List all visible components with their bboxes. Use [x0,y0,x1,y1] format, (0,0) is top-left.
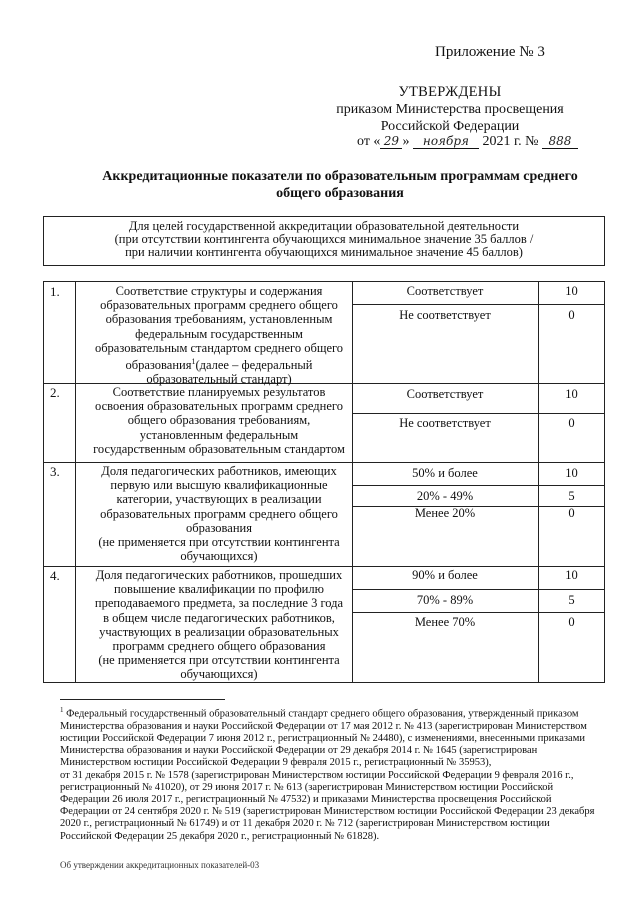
result-label: Соответствует [406,387,484,401]
row-number: 1. [50,284,60,299]
result-points: 10 [565,387,578,401]
approved-heading: УТВЕРЖДЕНЫ [398,84,502,100]
footnote-ref: 1 [191,357,196,367]
result-label: 20% - 49% [416,489,474,503]
result-label: Не соответствует [399,416,491,430]
result-label: Не соответствует [399,308,491,322]
row-description: Соответствие планируемых результатов освоения образовательных программ среднего общего образования требованиям, установленным федеральным государственным образовательным стандартом [93,385,345,456]
row-number: 2. [50,385,60,400]
appendix-label: Приложение № 3 [435,44,545,60]
row-number: 3. [50,464,60,479]
order-line-1: приказом Министерства просвещения [336,102,564,117]
result-label: 70% - 89% [416,593,474,607]
date-day: 29 [380,135,402,149]
order-line-2: Российской Федерации [380,119,520,134]
result-points: 5 [568,593,575,607]
footnote-mark: 1 [60,706,64,714]
result-points: 0 [568,308,575,322]
row-description: Соответствие структуры и содержания образовательных программ среднего общего образования требованиям, установленным федеральным государственным образовательным стандартом среднего общего образования$^1$(далее – федеральный образовательный стандарт) [94,284,344,387]
order-date-line: от « 29 » ноября 2021 г. № 888 [357,134,578,150]
result-points: 10 [565,466,578,480]
intro-box: Для целей государственной аккредитации образовательной деятельности (при отсутствии контингента обучающихся минимальное значение 35 баллов / при наличии контингента обучающихся минимальное значение 45 баллов) [43,216,605,266]
document-title: Аккредитационные показатели по образовательным программам среднего общего образования [102,169,578,201]
indicators-table [43,281,605,683]
row-number: 4. [50,568,60,583]
result-label: Менее 20% [414,506,476,520]
order-number: 888 [542,135,578,149]
result-points: 0 [568,506,575,520]
result-label: Менее 70% [414,615,476,629]
document-footer: Об утверждении аккредитационных показателей-03 [60,860,260,870]
row-description: Доля педагогических работников, имеющих первую или высшую квалификационные категории, участвующих в реализации образовательных программ среднего общего образования (не применяется при отсутствии контингента обучающихся) [98,464,340,564]
date-month: ноября [413,135,479,149]
result-label: 90% и более [412,568,478,582]
footnote-divider [60,699,225,700]
row-description: Доля педагогических работников, прошедших повышение квалификации по профилю преподаваемого предмета, за последние 3 года в общем числе педагогических работников, участвующих в реализации образовательных программ среднего общего образования (не применяется при отсутствии контингента обучающихся) [94,568,344,682]
result-label: Соответствует [406,284,484,298]
footnote: $^1$ Федеральный государственный образовательный стандарт среднего общего образования, утвержденный приказом Министерства образования и науки Российской Федерации от 17 мая 2012 г. № 413 (зарегистрирован Министерством юстиции Российской Федерации 7 июня 2012 г., регистрационный № 24480), с изменениями, внесенными приказами Министерства образования и науки Российской Федерации от 29 декабря 2014 г. № 1645 (зарегистрирован Министерством юстиции Российской Федерации 9 февраля 2015 г., регистрационный № 35953), от 31 декабря 2015 г. № 1578 (зарегистрирован Министерством юстиции Российской Федерации 9 февраля 2016 г., регистрационный № 41020), от 29 июня 2017 г. № 613 (зарегистрирован Министерством юстиции Российской Федерации 26 июля 2017 г., регистрационный № 47532) и приказами Министерства просвещения Российской Федерации от 24 сентября 2020 г. № 519 (зарегистрирован Министерством юстиции Российской Федерации 23 декабря 2020 г., регистрационный № 61749) и от 11 декабря 2020 г. № 712 (зарегистрирован Министерством юстиции Российской Федерации 25 декабря 2020 г., регистрационный № 61828). [60,706,595,842]
result-points: 0 [568,416,575,430]
result-label: 50% и более [412,466,478,480]
result-points: 10 [565,284,578,298]
approval-block [300,84,600,135]
result-points: 5 [568,489,575,503]
result-points: 0 [568,615,575,629]
result-points: 10 [565,568,578,582]
